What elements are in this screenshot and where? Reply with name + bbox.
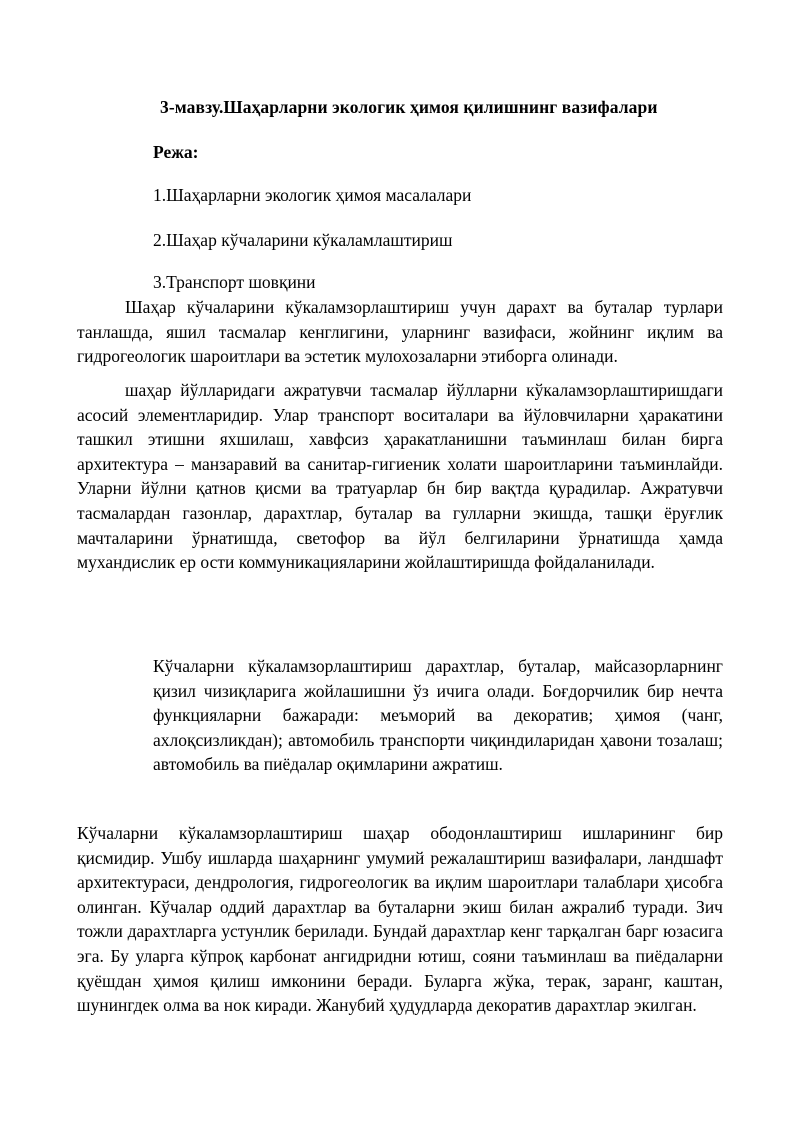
paragraph-2: шаҳар йўлларидаги ажратувчи тасмалар йўлларни кўкаламзорлаштиришдаги асосий элементларидир. Улар транспорт воситалари ва йўловчиларни ҳаракатини ташкил этишни яхшилаш, хавфсиз ҳаракатланишни таъминлаш билан бирга архитектура – манзаравий ва санитар-гигиеник холати шароитларини таъминлайди. Уларни йўлни қатнов қисми ва тратуарлар бн бир вақтда қурадилар. Ажратувчи тасмалардан газонлар, дарахтлар, буталар ва гулларни экишда, ташқи ёруғлик мачталарини ўрнатишда, светофор ва йўл белгиларини ўрнатишда ҳамда мухандислик ер ости коммуникацияларини жойлаштиришда фойдаланилади. [77, 380, 723, 573]
plan-item-1: 1.Шаҳарларни экологик ҳимоя масалалари [153, 185, 472, 205]
paragraph-3: Кўчаларни кўкаламзорлаштириш дарахтлар, буталар, майсазорларнинг қизил чизиқларига жойлашишни ўз ичига олади. Боғдорчилик бир нечта функцияларни бажаради: меъморий ва декоратив; ҳимоя (чанг, ахлоқсизликдан); автомобиль транспорти чиқиндиларидан ҳавони тозалаш; автомобиль ва пиёдалар оқимларини ажратиш. [153, 656, 723, 775]
paragraph-1: Шаҳар кўчаларини кўкаламзорлаштириш учун дарахт ва буталар турлари танлашда, яшил тасмалар кенглигини, уларнинг вазифаси, жойнинг иқлим ва гидрогеологик шароитлари ва эстетик мулохозаларни этиборга олинади. [77, 297, 723, 367]
paragraph-4: Кўчаларни кўкаламзорлаштириш шаҳар ободонлаштириш ишларининг бир қисмидир. Ушбу ишларда шаҳарнинг умумий режалаштириш вазифалари, ландшафт архитектураси, дендрология, гидрогеологик ва иқлим шароитлари талаблари ҳисобга олинган. Кўчалар оддий дарахтлар ва буталарни экиш билан ажралиб туради. Зич тожли дарахтларга устунлик берилади. Бундай дарахтлар кенг тарқалган барг юзасига эга. Бу уларга кўпроқ карбонат ангидридни ютиш, сояни таъминлаш ва пиёдаларни қуёшдан ҳимоя қилиш имконини беради. Буларга жўка, терак, заранг, каштан, шунингдек олма ва нок киради. Жанубий ҳудудларда декоратив дарахтлар экилган. [77, 823, 723, 1016]
plan-item-3: 3.Транспорт шовқини [153, 272, 316, 292]
page-title: 3-мавзу.Шаҳарларни экологик ҳимоя қилишнинг вазифалари [160, 97, 658, 117]
plan-label: Режа: [153, 142, 199, 162]
plan-item-2: 2.Шаҳар кўчаларини кўкаламлаштириш [153, 230, 453, 250]
